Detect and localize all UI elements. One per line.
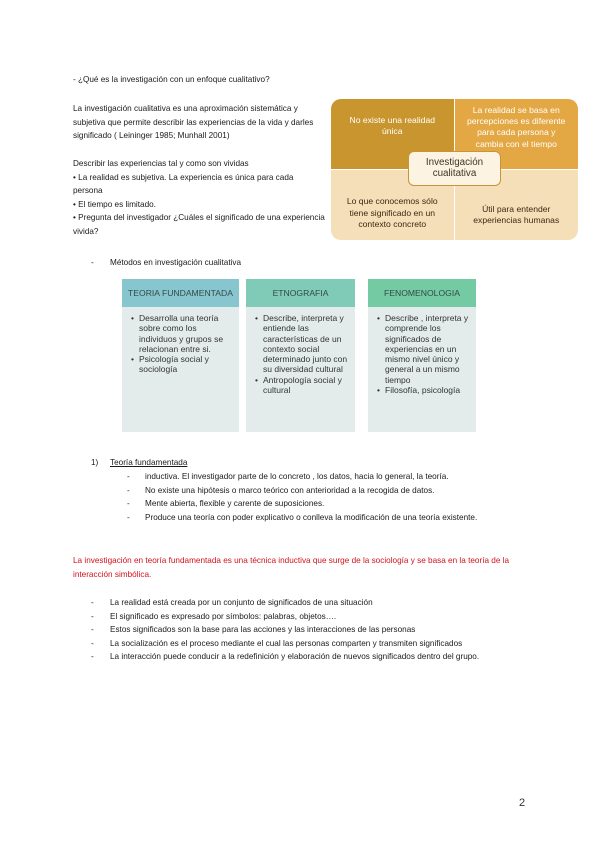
dash-marker: - bbox=[91, 652, 94, 661]
method-bullet: • Desarrolla una teoría sobre como los individuos y grupos se relacionan entre si. bbox=[139, 313, 233, 354]
final-item-text: Estos significados son la base para las acciones y las interacciones de las personas bbox=[110, 625, 416, 634]
quad-center-text: Investigación cualitativa bbox=[425, 157, 484, 179]
method-bullet: • Antropología social y cultural bbox=[263, 375, 349, 396]
section-item bbox=[127, 484, 547, 498]
method-title: FENOMENOLOGIA bbox=[368, 279, 476, 307]
section-item-text: Produce una teoría con poder explicativo o conlleva la modificación de una teoría existente. bbox=[145, 512, 478, 522]
section-item bbox=[127, 497, 547, 511]
final-list-item bbox=[91, 650, 551, 664]
method-column-teoria bbox=[122, 279, 239, 432]
describe-bullet: • El tiempo es limitado. bbox=[73, 199, 156, 209]
red-note: La investigación en teoría fundamentada es una técnica inductiva que surge de la sociología y se basa en la teoría de la interacción simbólica. bbox=[73, 556, 510, 579]
dash-marker: - bbox=[127, 512, 130, 522]
quad-center-label bbox=[408, 151, 501, 186]
final-item-text: La realidad está creada por un conjunto de significados de una situación bbox=[110, 598, 373, 607]
method-bullet: • Describe , interpreta y comprende los significados de experiencias en un mismo nivel único y general a un mismo tiempo bbox=[385, 313, 470, 385]
final-list-item bbox=[91, 623, 551, 637]
method-bullets bbox=[254, 313, 349, 395]
describe-block bbox=[73, 157, 325, 239]
method-title: TEORIA FUNDAMENTADA bbox=[122, 279, 239, 307]
dash-marker: - bbox=[127, 472, 130, 481]
final-item-text: El significado es expresado por símbolos: palabras, objetos…. bbox=[110, 611, 337, 621]
final-item-text: La interacción puede conducir a la redefinición y elaboración de nuevos significados dentro del grupo. bbox=[110, 652, 480, 661]
methods-label: Métodos en investigación cualitativa bbox=[110, 258, 242, 267]
method-body bbox=[246, 307, 355, 432]
section-title: Teoría fundamentada bbox=[110, 458, 188, 467]
dash-marker: - bbox=[91, 625, 94, 634]
describe-heading: Describir las experiencias tal y como son vividas bbox=[73, 159, 249, 168]
section-items bbox=[127, 470, 547, 524]
method-column-etnografia bbox=[246, 279, 355, 432]
method-bullet: • Psicología social y sociología bbox=[139, 354, 233, 375]
final-item-text: La socialización es el proceso mediante el cual las personas comparten y transmiten significados bbox=[110, 638, 463, 648]
final-list-item bbox=[91, 610, 551, 624]
quad-bottom-left: Lo que conocemos sólo tiene significado en un contexto concreto bbox=[331, 170, 455, 241]
method-title: ETNOGRAFIA bbox=[246, 279, 355, 307]
describe-bullet: • La realidad es subjetiva. La experiencia es única para cada persona bbox=[73, 172, 294, 196]
final-list bbox=[91, 596, 551, 664]
quad-top-right: La realidad se basa en percepciones es diferente para cada persona y cambia con el tiempo bbox=[455, 99, 579, 170]
method-bullets bbox=[376, 313, 470, 395]
method-body bbox=[122, 307, 239, 432]
section-item bbox=[127, 511, 547, 525]
method-bullet: • Describe, interpreta y entiende las características de un contexto social determinado junto con su diversidad cultural bbox=[263, 313, 349, 375]
quad-top-left: No existe una realidad única bbox=[331, 99, 455, 170]
section-item-text: No existe una hipótesis o marco teórico con anterioridad a la recogida de datos. bbox=[145, 485, 435, 495]
dash-marker: - bbox=[127, 499, 130, 508]
dash-marker: - bbox=[91, 598, 94, 607]
final-list-item bbox=[91, 596, 551, 610]
methods-marker: - bbox=[91, 258, 94, 267]
method-bullet: • Filosofía, psicología bbox=[385, 385, 470, 395]
quad-bottom-right: Útil para entender experiencias humanas bbox=[455, 170, 579, 241]
section-item bbox=[127, 470, 547, 484]
intro-question: - ¿Qué es la investigación con un enfoque cualitativo? bbox=[73, 75, 270, 84]
section-number: 1) bbox=[91, 458, 99, 467]
dash-marker: - bbox=[127, 485, 130, 495]
method-column-fenomenologia bbox=[368, 279, 476, 432]
section-item-text: inductiva. El investigador parte de lo concreto , los datos, hacia lo general, la teoría. bbox=[145, 472, 449, 481]
describe-bullet: • Pregunta del investigador ¿Cuáles el significado de una experiencia vivida? bbox=[73, 213, 325, 236]
dash-marker: - bbox=[91, 611, 94, 621]
final-list-item bbox=[91, 637, 551, 651]
section-item-text: Mente abierta, flexible y carente de suposiciones. bbox=[145, 499, 325, 508]
method-body bbox=[368, 307, 476, 432]
dash-marker: - bbox=[91, 638, 94, 648]
page-number: 2 bbox=[519, 797, 526, 809]
method-bullets bbox=[130, 313, 233, 375]
definition-paragraph: La investigación cualitativa es una aproximación sistemática y subjetiva que permite describir las experiencias de la vida y darles significado ( Leininger 1985; Munhall 2001) bbox=[73, 104, 314, 141]
